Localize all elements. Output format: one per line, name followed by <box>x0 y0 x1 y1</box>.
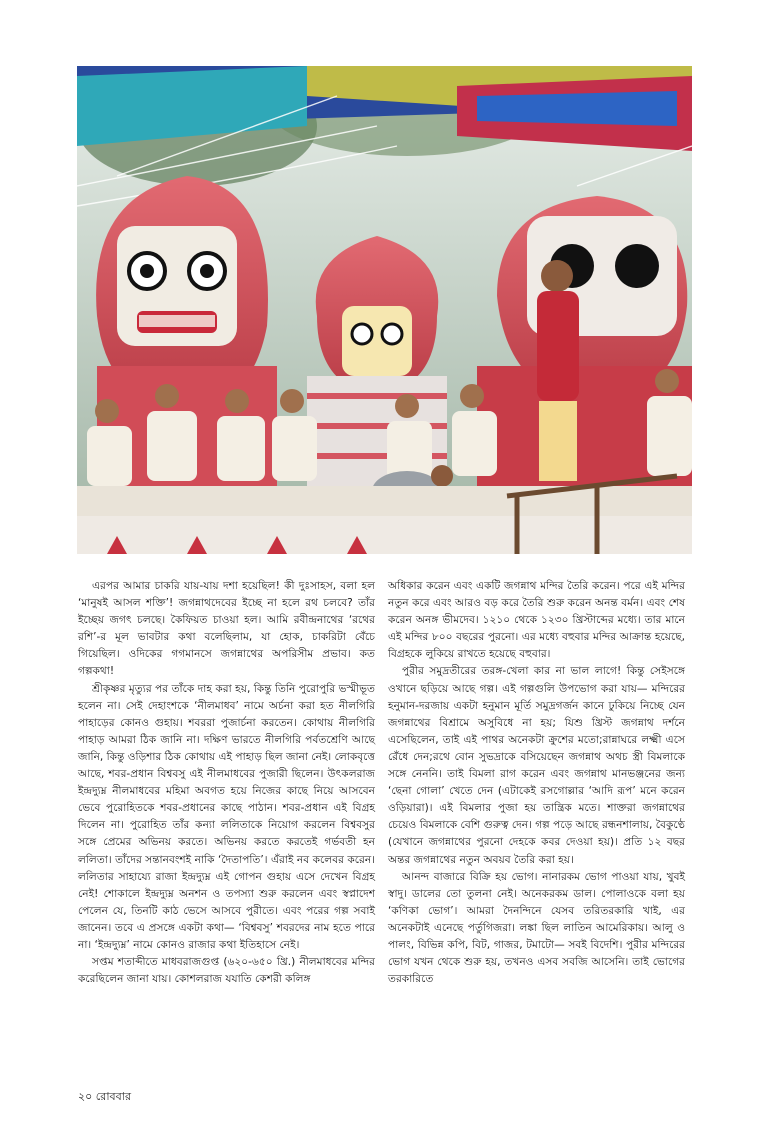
page-folio: ২০ রোববার <box>78 1090 131 1103</box>
paragraph: আনন্দ বাজারে বিক্রি হয় ভোগ। নানারকম ভোগ পাওয়া যায়, খুবই স্বাদু। ডালের তো তুলনা নেই। অনেকরকম ডাল। পোলাওকে বলা হয় ‘কণিকা ভোগ’। আমরা দৈনন্দিনে যেসব তরিতরকারি খাই, এর অনেকটাই এনেছে পর্তুগিজরা। লঙ্কা ছিল লাতিন আমেরিকায়। আলু ও পালং, বিভিন্ন কপি, বিট, গাজর, টমাটো— সবই বিদেশি। পুরীর মন্দিরের ভোগ যখন থেকে শুরু হয়, তখনও এসব সবজি আসেনি। তাই ভোগের তরকারিতে <box>388 870 685 986</box>
rath-deities-illustration <box>77 66 692 554</box>
paragraph: শ্রীকৃষ্ণর মৃত্যুর পর তাঁকে দাহ করা হয়, কিন্তু তিনি পুরোপুরি ভস্মীভূত হলেন না। সেই দেহাংশকে ‘নীলমাধব’ নামে অর্চনা করা হত নীলগিরি পাহাড়ের কোনও গুহায়। শবররা পুজার্চনা করতেন। কোথায় নীলগিরি পাহাড় আমরা ঠিক জানি না। দক্ষিণ ভারতে নীলগিরি পর্বতশ্রেণি আছে জানি, কিন্তু ওড়িশার ঠিক কোথায় এই পাহাড় ছিল জানা নেই। লোকবৃত্তে আছে, শবর-প্রধান বিশ্ববসু এই নীলমাধবের পুজারী ছিলেন। উৎকলরাজ ইন্দ্রদ্যুম্ন নীলমাধবের মহিমা অবগত হয়ে নিজের কাছে নিয়ে আসবেন ভেবে পুরোহিতকে শবর-প্রধানের কাছে পাঠান। শবর-প্রধান এই বিগ্রহ দিলেন না। পুরোহিত তাঁর কন্যা ললিতাকে নিয়োগ করলেন বিশ্ববসুর সঙ্গে প্রেমের অভিনয় করতে। অভিনয় করতে করতেই গর্ভবতী হন ললিতা। তাঁদের সন্তানবংশই নাকি ‘দৈতাপতি’। এঁরাই নব কলেবর করেন। ললিতার সাহায্যে রাজা ইন্দ্রদ্যুম্ন এই গোপন গুহায় এসে দেখেন বিগ্রহ নেই! শোকালে ইন্দ্রদ্যুম্ন অনশন ও তপস্যা শুরু করলেন এবং স্বপ্নাদেশ পেলেন যে, তিনটি কাঠ ভেসে আসবে পুরীতে। এবং পরের গল্প সবাই জানেন। তবে এ প্রসঙ্গে একটা কথা— ‘বিশ্ববসু’ শবরদের নাম হতে পারে না। ‘ইন্দ্রদ্যুম্ন’ নামে কোনও রাজার কথা ইতিহাসে নেই। <box>78 682 375 951</box>
article-column-left <box>78 578 375 988</box>
article-column-right <box>388 578 685 988</box>
paragraph: এরপর আমার চাকরি যায়-যায় দশা হয়েছিল! কী দুঃসাহস, বলা হল ‘মানুষই আসল শক্তি’! জগন্নাথদেবের ইচ্ছে না হলে রথ চলবে? তাঁর ইচ্ছেয় জগৎ চলছে। কৈফিয়ত চাওয়া হল। আমি রবীন্দ্রনাথের ‘রথের রশি’-র মূল ভাবটার কথা বলেছিলাম, যা হোক, চাকরিটা বেঁচে গিয়েছিল। ওদিকের গগমানসে জগন্নাথের অপরিসীম প্রভাব। কত গল্পকথা! <box>78 580 375 678</box>
paragraph: সপ্তম শতাব্দীতে মাধবরাজগুপ্ত (৬২০-৬৫০ খ্রি.) নীলমাধবের মন্দির করেছিলেন জানা যায়। কোশলরাজ যযাতি কেশরী কলিঙ্গ <box>78 956 375 986</box>
paragraph: অধিকার করেন এবং একটি জগন্নাথ মন্দির তৈরি করেন। পরে এই মন্দির নতুন করে এবং আরও বড় করে তৈরি শুরু করেন অনন্ত বর্মন। এবং শেষ করেন অনঙ্গ ভীমদেব। ১২১০ থেকে ১২৩০ খ্রিস্টাব্দের মধ্যে। তার মানে এই মন্দির ৮০০ বছরের পুরনো। এর মধ্যে বহুবার মন্দির আক্রান্ত হয়েছে, বিগ্রহকে লুকিয়ে রাখতে হয়েছে বহুবার। <box>388 580 685 661</box>
article-photo <box>77 66 692 554</box>
paragraph: পুরীর সমুদ্রতীরের তরঙ্গ-খেলা কার না ভাল লাগে! কিন্তু সেইসঙ্গে ওখানে ছড়িয়ে আছে গল্প। এই গল্পগুলি উপভোগ করা যায়— মন্দিরের হনুমান-দরজায় একটা হনুমান মূর্তি সমুদ্রগর্জন কানে ঢুকিয়ে নিচ্ছে যেন জগন্নাথের বিশ্রামে অসুবিধে না হয়; যিশু খ্রিস্ট জগন্নাথ দর্শনে এসেছিলেন, তাই এই পাথর অনেকটা ক্রুশের মতো;রান্নাঘরে লক্ষ্মী এসে রেঁধে দেন;রথে বোন সুভদ্রাকে বসিয়েছেন জগন্নাথ অথচ স্ত্রী বিমলাকে সঙ্গে নেননি। তাই বিমলা রাগ করেন এবং জগন্নাথ মানভঞ্জনের জন্য ‘ছেনা গোলা’ খেতে দেন (এটাকেই রসগোল্লার ‘আদি রূপ’ মনে করেন ওড়িয়ারা)। এই বিমলার পুজা হয় তান্ত্রিক মতে। শাক্তরা জগন্নাথের চেয়েও বিমলাকে বেশি গুরুত্ব দেন। গল্প পড়ে আছে রন্ধনশালায়, বৈকুণ্ঠে (যেখানে জগন্নাথের পুরনো দেহকে কবর দেওয়া হয়)। প্রতি ১২ বছর অন্তর জগন্নাথের নতুন অবয়ব তৈরি করা হয়। <box>388 665 685 866</box>
